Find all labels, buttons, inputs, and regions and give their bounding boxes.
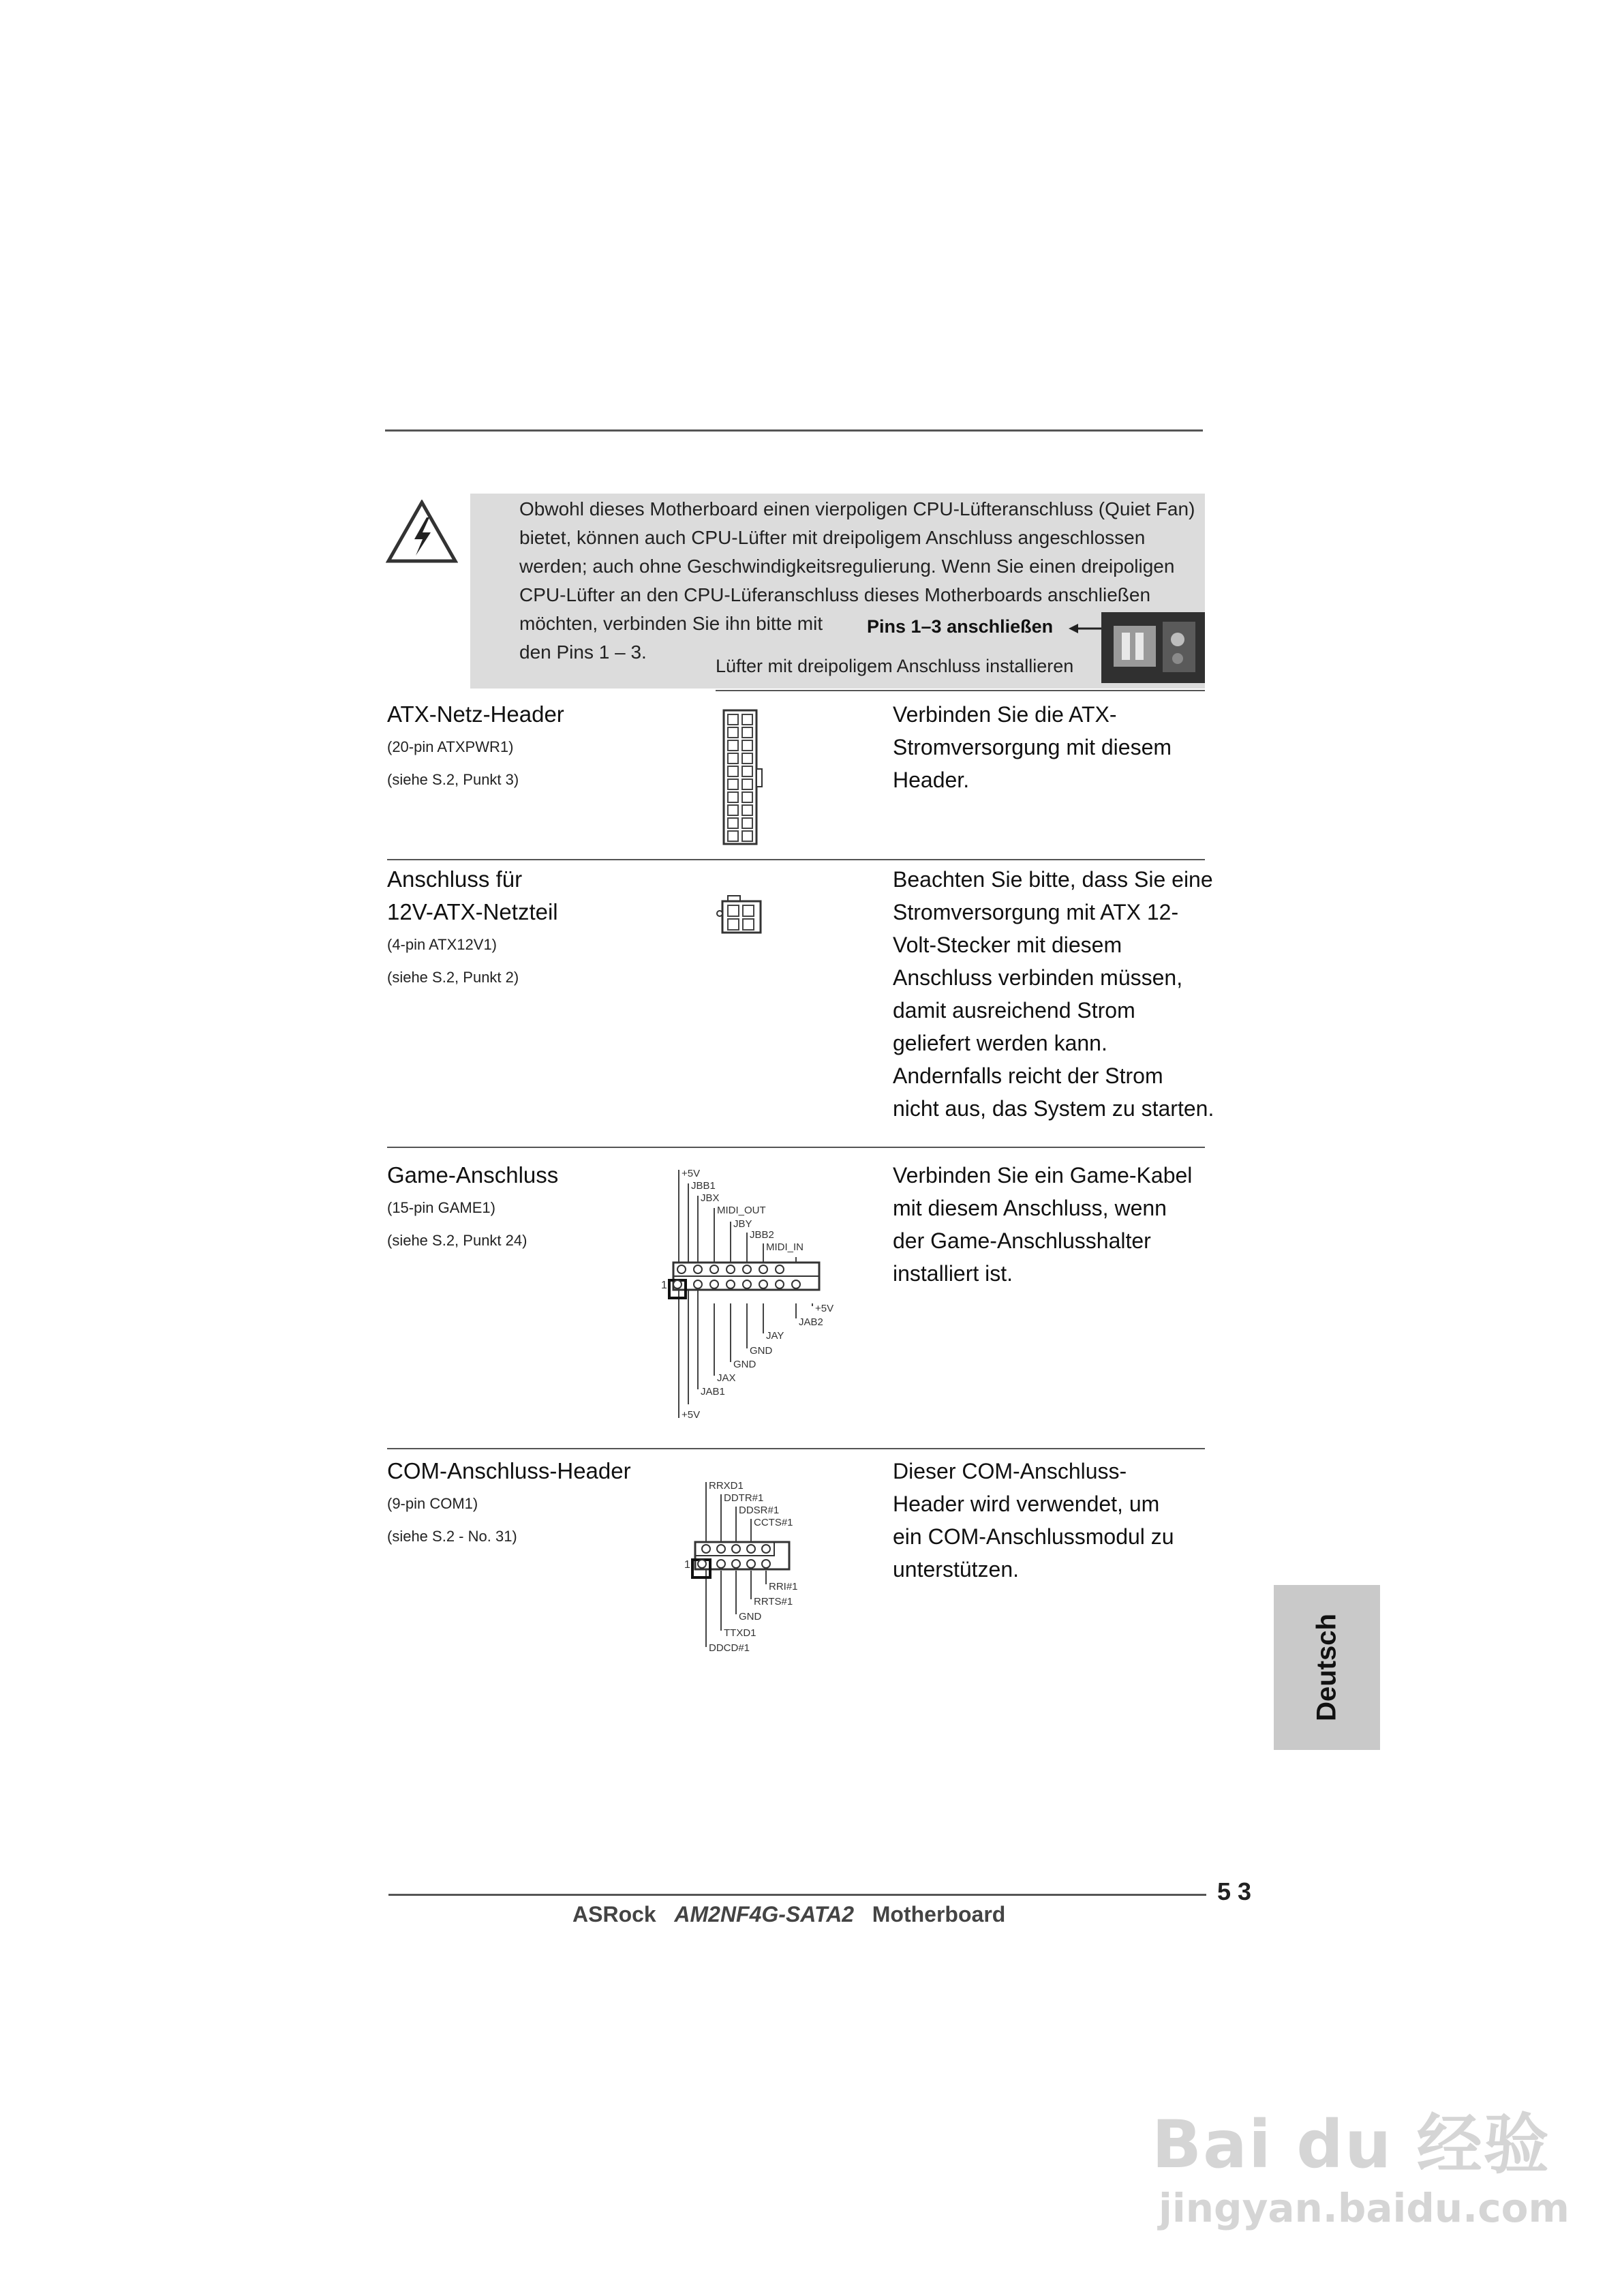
footer-title: [572, 1902, 1005, 1927]
desc-line: nicht aus, das System zu starten.: [893, 1096, 1214, 1121]
com-pin-label: TTXD1: [724, 1627, 756, 1639]
desc-line: geliefert werden kann.: [893, 1031, 1107, 1055]
desc-line: installiert ist.: [893, 1261, 1013, 1286]
page-number: 5 3: [1217, 1877, 1252, 1905]
section-pin-info: (20-pin ATXPWR1): [387, 738, 514, 755]
section-pin-info: (9-pin COM1): [387, 1495, 478, 1512]
atx20-connector-diagram: [722, 709, 765, 850]
com-pin-label: GND: [739, 1611, 762, 1622]
com-pin-label: RRTS#1: [754, 1596, 793, 1607]
section-ref: (siehe S.2 - No. 31): [387, 1528, 517, 1545]
fan-caption: Lüfter mit dreipoligem Anschluss installieren: [716, 656, 1074, 676]
pins-arrow-icon: [1069, 622, 1101, 639]
watermark-logo: Bai du 经验: [1152, 2106, 1550, 2183]
footer-suffix: Motherboard: [872, 1902, 1006, 1927]
pins-label: Pins 1–3 anschließen: [867, 616, 1054, 637]
section-ref: (siehe S.2, Punkt 3): [387, 771, 519, 788]
desc-line: Andernfalls reicht der Strom: [893, 1063, 1163, 1088]
footer-rule: [388, 1894, 1206, 1896]
caution-line: bietet, können auch CPU-Lüfter mit dreipoligem Anschluss angeschlossen: [519, 527, 1146, 548]
section-title: 12V-ATX-Netzteil: [387, 899, 558, 924]
desc-line: Stromversorgung mit diesem: [893, 735, 1172, 759]
com-pin-label: CCTS#1: [754, 1517, 793, 1528]
game-pin-label: GND: [733, 1359, 756, 1370]
desc-line: mit diesem Anschluss, wenn: [893, 1196, 1167, 1220]
desc-line: Header wird verwendet, um: [893, 1492, 1160, 1516]
warning-icon: [386, 500, 458, 565]
section-divider: [387, 1448, 1205, 1449]
desc-line: unterstützen.: [893, 1557, 1019, 1582]
desc-line: Verbinden Sie ein Game-Kabel: [893, 1163, 1193, 1188]
caution-line: den Pins 1 – 3.: [519, 641, 647, 663]
caution-line: Obwohl dieses Motherboard einen vierpoligen CPU-Lüfteranschluss (Quiet Fan): [519, 498, 1195, 519]
com-pin-label: RRI#1: [769, 1581, 798, 1592]
game-pin-label: +5V: [682, 1409, 701, 1421]
section-title: ATX-Netz-Header: [387, 701, 564, 727]
language-tab: [1274, 1585, 1380, 1750]
section-divider: [387, 859, 1205, 860]
game-pin-label: +5V: [682, 1168, 701, 1179]
pin1-label: 1: [684, 1559, 690, 1571]
atx12v-connector-diagram: [716, 893, 767, 939]
section-description: [893, 863, 1214, 1125]
section-description: [893, 1455, 1174, 1586]
section-ref: (siehe S.2, Punkt 24): [387, 1232, 527, 1249]
desc-line: Stromversorgung mit ATX 12-: [893, 900, 1179, 924]
footer-model: AM2NF4G-SATA2: [674, 1902, 855, 1927]
game-pin-label: JBY: [733, 1218, 752, 1230]
desc-line: Header.: [893, 768, 970, 792]
language-tab-label: Deutsch: [1311, 1614, 1342, 1721]
fan-connector-photo: [1101, 612, 1205, 683]
top-rule: [385, 429, 1203, 432]
com-pin-label: DDCD#1: [709, 1642, 750, 1654]
game-pin-label: JAB2: [799, 1316, 823, 1328]
section-description: [893, 698, 1172, 796]
section-com: [387, 1455, 631, 1553]
section-pin-info: (4-pin ATX12V1): [387, 936, 498, 953]
caution-line: möchten, verbinden Sie ihn bitte mit: [519, 613, 823, 634]
com-connector-diagram: [682, 1477, 838, 1657]
desc-line: Dieser COM-Anschluss-: [893, 1459, 1127, 1483]
desc-line: der Game-Anschlusshalter: [893, 1228, 1151, 1253]
section-title: Game-Anschluss: [387, 1162, 559, 1188]
section-ref: (siehe S.2, Punkt 2): [387, 969, 519, 986]
desc-line: Verbinden Sie die ATX-: [893, 702, 1117, 727]
desc-line: ein COM-Anschlussmodul zu: [893, 1524, 1174, 1549]
desc-line: Volt-Stecker mit diesem: [893, 933, 1122, 957]
section-divider: [387, 1147, 1205, 1148]
section-atx12v: [387, 863, 558, 994]
game-pin-label: JAX: [717, 1372, 736, 1384]
footer-brand: ASRock: [572, 1902, 656, 1927]
game-pin-label: GND: [750, 1345, 773, 1357]
game-pin-label: JBB2: [750, 1229, 774, 1241]
section-title: COM-Anschluss-Header: [387, 1458, 631, 1483]
com-pin-label: RRXD1: [709, 1480, 744, 1492]
game-pin-label: JAB1: [701, 1386, 725, 1398]
watermark-url: jingyan.baidu.com: [1159, 2185, 1570, 2231]
desc-line: Beachten Sie bitte, dass Sie eine: [893, 867, 1213, 892]
game-pin-label: MIDI_IN: [766, 1241, 804, 1253]
game-pin-label: JBX: [701, 1192, 720, 1204]
caution-line: werden; auch ohne Geschwindigkeitsregulierung. Wenn Sie einen dreipoligen: [519, 556, 1175, 577]
pin1-label: 1: [661, 1280, 667, 1291]
caution-bottom-rule: [716, 690, 1205, 691]
game-pin-label: +5V: [815, 1303, 834, 1314]
game-pin-label: JAY: [766, 1330, 784, 1342]
com-pin-label: DDSR#1: [739, 1505, 780, 1516]
section-title: Anschluss für: [387, 866, 523, 892]
desc-line: Anschluss verbinden müssen,: [893, 965, 1183, 990]
game-pin-label: JBB1: [691, 1180, 716, 1192]
section-atx-power: [387, 698, 564, 796]
com-pin-label: DDTR#1: [724, 1492, 764, 1504]
caution-line: CPU-Lüfter an den CPU-Lüferanschluss dieses Motherboards anschließen: [519, 584, 1151, 605]
section-game: [387, 1159, 558, 1257]
desc-line: damit ausreichend Strom: [893, 998, 1135, 1023]
game-pin-label: MIDI_OUT: [717, 1205, 766, 1216]
section-description: [893, 1159, 1192, 1290]
game-connector-diagram: [658, 1164, 863, 1427]
section-pin-info: (15-pin GAME1): [387, 1199, 495, 1216]
caution-text: [519, 495, 1201, 667]
